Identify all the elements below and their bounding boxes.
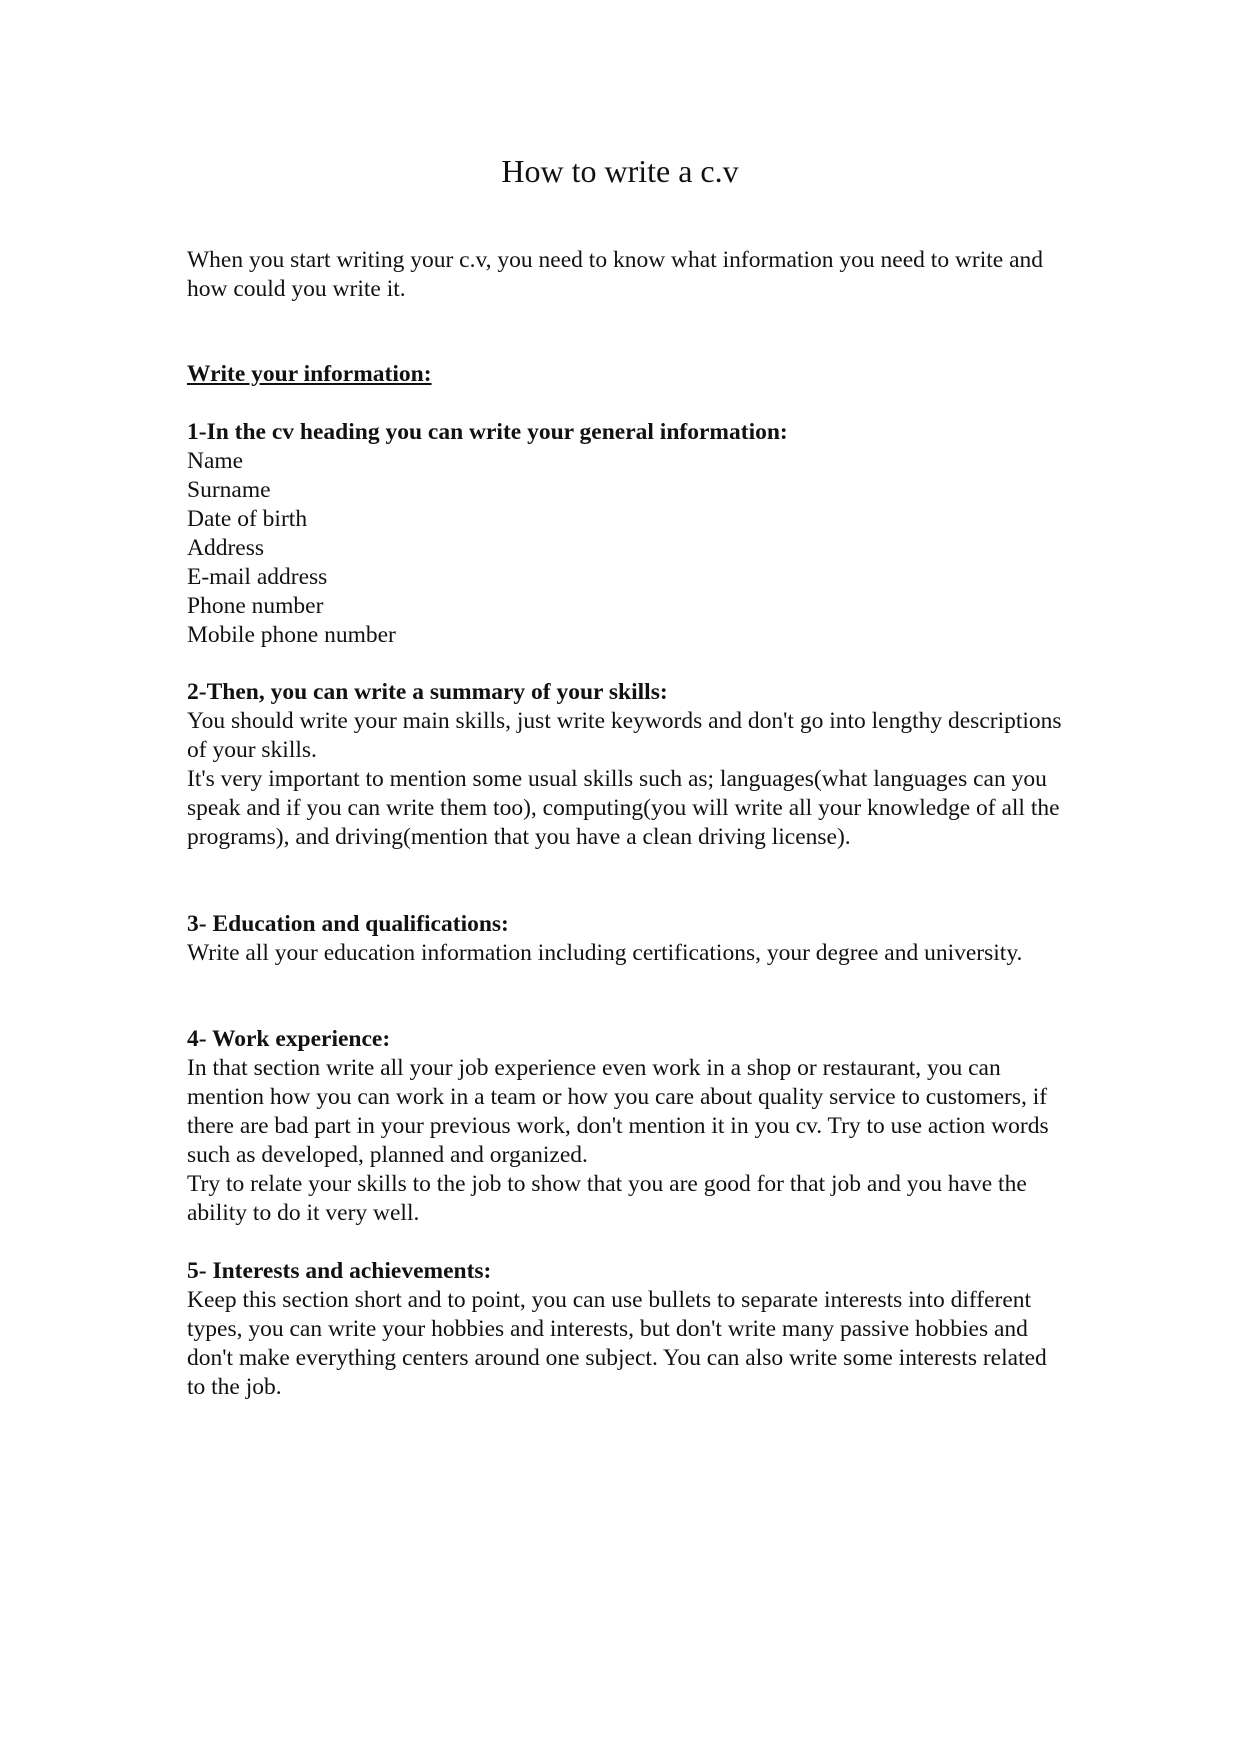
list-item: Date of birth — [187, 506, 308, 532]
list-item: Address — [187, 535, 265, 561]
list-item: Name — [187, 448, 244, 474]
section-4-heading: 4- Work experience: — [187, 1026, 391, 1052]
section-5-heading: 5- Interests and achievements: — [187, 1258, 492, 1284]
list-item: Mobile phone number — [187, 622, 396, 648]
section-general-info — [187, 418, 1067, 650]
skills-paragraph-1: You should write your main skills, just write keywords and don't go into lengthy descriptions of your skills. — [187, 708, 1062, 763]
section-education — [187, 910, 1067, 968]
education-paragraph: Write all your education information including certifications, your degree and university. — [187, 940, 1023, 966]
document-title: How to write a c.v — [501, 153, 739, 189]
intro-paragraph: When you start writing your c.v, you need to know what information you need to write and how could you write it. — [187, 247, 1044, 302]
general-info-list — [187, 447, 1067, 650]
skills-paragraph-2: It's very important to mention some usual skills such as; languages(what languages can you speak and if you can write them too), computing(you will write all your knowledge of all the programs), and driving(mention that you have a clean driving license). — [187, 766, 1060, 850]
section-1-heading: 1-In the cv heading you can write your general information: — [187, 419, 788, 445]
list-item: Phone number — [187, 593, 324, 619]
section-skills — [187, 678, 1067, 852]
list-item: Surname — [187, 477, 271, 503]
section-work-experience — [187, 1025, 1067, 1228]
work-paragraph-2: Try to relate your skills to the job to show that you are good for that job and you have the ability to do it very well. — [187, 1171, 1027, 1226]
interests-paragraph: Keep this section short and to point, you can use bullets to separate interests into different types, you can write your hobbies and interests, but don't write many passive hobbies and don't make everything centers around one subject. You can also write some interests related to the job. — [187, 1287, 1047, 1400]
section-3-heading: 3- Education and qualifications: — [187, 911, 509, 937]
work-paragraph-1: In that section write all your job experience even work in a shop or restaurant, you can mention how you can work in a team or how you care about quality service to customers, if there are bad part in your previous work, don't mention it in you cv. Try to use action words such as developed, planned and organized. — [187, 1055, 1049, 1168]
section-interests — [187, 1257, 1067, 1402]
list-item: E-mail address — [187, 564, 328, 590]
section-2-heading: 2-Then, you can write a summary of your skills: — [187, 679, 668, 705]
section-heading: Write your information: — [187, 361, 432, 387]
